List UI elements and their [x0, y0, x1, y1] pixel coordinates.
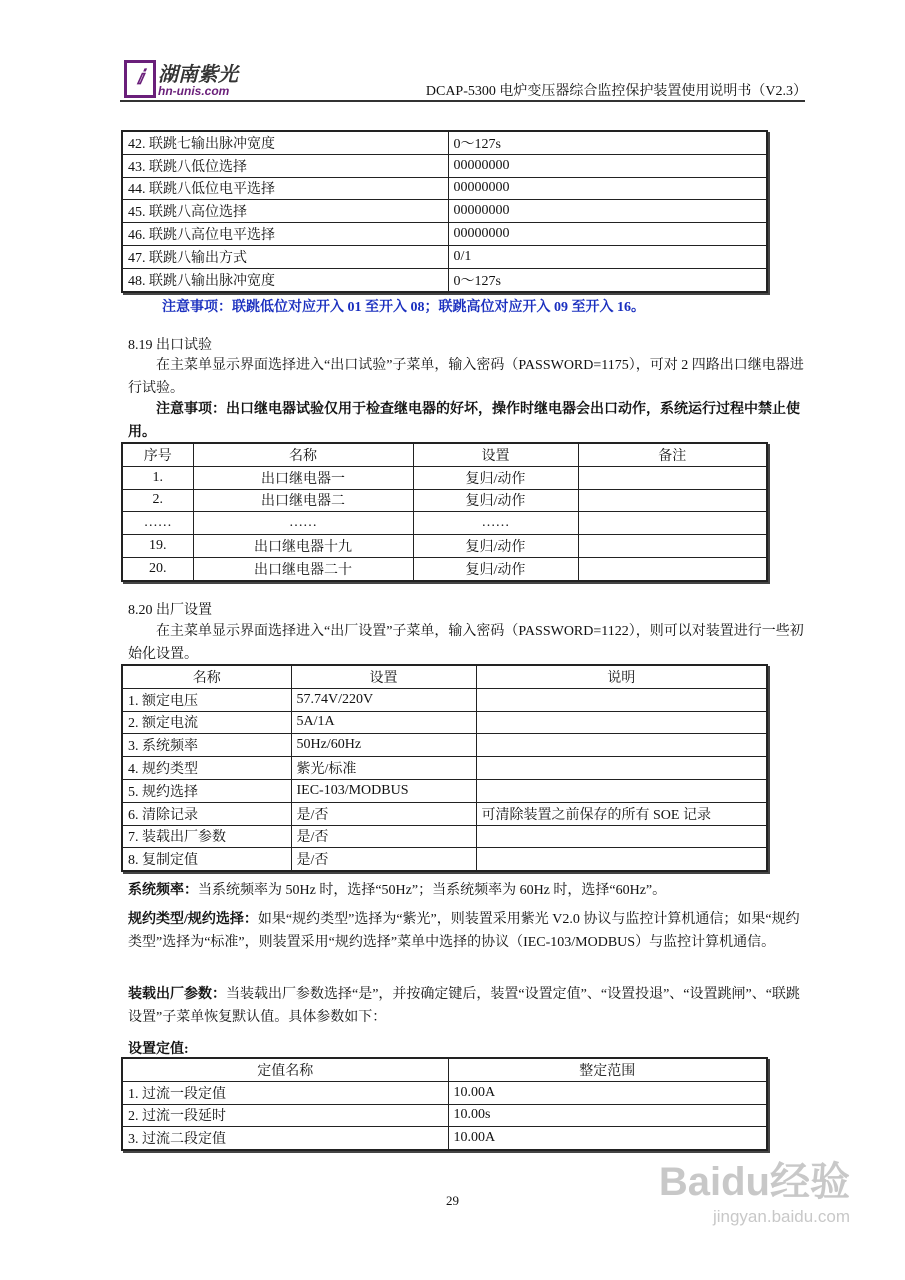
table-row: [122, 825, 767, 848]
table-row: [122, 757, 767, 780]
desc-frequency: [128, 880, 808, 903]
table-row: [122, 802, 767, 825]
table-cell: 3. 过流二段定值: [122, 1127, 448, 1150]
section-8-19-note: [128, 399, 808, 444]
table-row: [122, 711, 767, 734]
watermark-logo: Baidu经验: [658, 1160, 850, 1204]
factory-settings-table: [121, 664, 768, 872]
table-row: [122, 245, 767, 268]
column-header: 序号: [122, 443, 193, 466]
column-header: 名称: [193, 443, 413, 466]
table-cell: 0/1: [448, 245, 767, 268]
table-cell: [476, 711, 767, 734]
section-8-19-paragraph: 在主菜单显示界面选择进入“出口试验”子菜单，输入密码（PASSWORD=1175），可对 2 四路出口继电器进行试验。: [128, 358, 804, 396]
table-row: [122, 466, 767, 489]
section-8-20-paragraph: 在主菜单显示界面选择进入“出厂设置”子菜单，输入密码（PASSWORD=1122），则可以对装置进行一些初始化设置。: [128, 624, 804, 662]
table-row: [122, 848, 767, 871]
table-row: [122, 779, 767, 802]
table-row: [122, 734, 767, 757]
table-cell: 00000000: [448, 154, 767, 177]
table-cell: 可清除装置之前保存的所有 SOE 记录: [476, 802, 767, 825]
table-cell: [578, 535, 767, 558]
table-cell: 1.: [122, 466, 193, 489]
column-header: 设置: [413, 443, 578, 466]
page-number: 29: [446, 1193, 459, 1208]
table-cell: 5A/1A: [291, 711, 476, 734]
note-text: 出口继电器试验仅用于检查继电器的好坏，操作时继电器会出口动作，系统运行过程中禁止使用。: [128, 402, 800, 440]
table-cell: 是/否: [291, 848, 476, 871]
table-row: [122, 131, 767, 154]
desc-label: 规约类型/规约选择：: [128, 912, 258, 927]
table-row: [122, 1081, 767, 1104]
section-heading-8-20: 8.20 出厂设置: [128, 603, 212, 618]
table-cell: 57.74V/220V: [291, 688, 476, 711]
column-header: 备注: [578, 443, 767, 466]
table-cell: 46. 联跳八高位电平选择: [122, 223, 448, 246]
table-cell: 出口继电器二十: [193, 557, 413, 580]
table-cell: [578, 489, 767, 512]
table-cell: [476, 848, 767, 871]
table-cell: 19.: [122, 535, 193, 558]
table-cell: 复归/动作: [413, 466, 578, 489]
table-cell: 47. 联跳八输出方式: [122, 245, 448, 268]
table-cell: 50Hz/60Hz: [291, 734, 476, 757]
note-label: 注意事项：: [156, 402, 226, 417]
logo-text-en: hn-unis.com: [158, 84, 230, 98]
table-cell: 45. 联跳八高位选择: [122, 200, 448, 223]
table-cell: [476, 734, 767, 757]
desc-label: 装载出厂参数：: [128, 987, 226, 1002]
table-cell: 44. 联跳八低位电平选择: [122, 177, 448, 200]
table-row: [122, 200, 767, 223]
table-row: [122, 223, 767, 246]
table-cell: 是/否: [291, 825, 476, 848]
column-header: 定值名称: [122, 1058, 448, 1081]
linkage-note: 注意事项：联跳低位对应开入 01 至开入 08；联跳高位对应开入 09 至开入 16。: [162, 300, 645, 315]
table-cell: 7. 装载出厂参数: [122, 825, 291, 848]
desc-text: 如果“规约类型”选择为“紫光”，则装置采用紫光 V2.0 协议与监控计算机通信；如果“规约类型”选择为“标准”，则装置采用“规约选择”菜单中选择的协议（IEC-103/MODBUS）与监控计算机通信。: [128, 912, 800, 950]
table-cell: 出口继电器一: [193, 466, 413, 489]
table-cell: 0～127s: [448, 268, 767, 291]
desc-label: 系统频率：: [128, 883, 198, 898]
watermark-url: jingyan.baidu.com: [712, 1207, 850, 1226]
table-cell: [476, 688, 767, 711]
table-cell: 出口继电器二: [193, 489, 413, 512]
table-cell: [476, 825, 767, 848]
column-header: 设置: [291, 665, 476, 688]
relay-test-table: [121, 442, 768, 582]
table-cell: 复归/动作: [413, 557, 578, 580]
table-cell: 10.00A: [448, 1081, 767, 1104]
table-cell: IEC-103/MODBUS: [291, 779, 476, 802]
logo-mark-icon: ⅈ: [124, 60, 156, 98]
table-row: [122, 1104, 767, 1127]
table-cell: 出口继电器十九: [193, 535, 413, 558]
table-cell: 8. 复制定值: [122, 848, 291, 871]
table-row: [122, 512, 767, 535]
table-cell: 00000000: [448, 177, 767, 200]
watermark: [659, 1150, 850, 1227]
table-cell: 6. 清除记录: [122, 802, 291, 825]
table-cell: 42. 联跳七输出脉冲宽度: [122, 131, 448, 154]
table-cell: 20.: [122, 557, 193, 580]
table-cell: 10.00A: [448, 1127, 767, 1150]
table-cell: [578, 512, 767, 535]
logo-text-cn: 湖南紫光: [158, 64, 238, 86]
table-cell: ……: [122, 512, 193, 535]
table-cell: ……: [193, 512, 413, 535]
table-cell: 00000000: [448, 223, 767, 246]
table-row: [122, 177, 767, 200]
table-row: [122, 268, 767, 291]
table-cell: [476, 779, 767, 802]
setpoint-table: [121, 1057, 768, 1151]
table-cell: 48. 联跳八输出脉冲宽度: [122, 268, 448, 291]
table-row: [122, 557, 767, 580]
table-cell: 00000000: [448, 200, 767, 223]
header-title: DCAP-5300 电炉变压器综合监控保护装置使用说明书（V2.3）: [425, 84, 807, 99]
table-cell: 2.: [122, 489, 193, 512]
header-divider: [120, 100, 805, 102]
sub-heading: 设置定值:: [128, 1042, 189, 1057]
table-cell: 1. 过流一段定值: [122, 1081, 448, 1104]
table-cell: [476, 757, 767, 780]
table-cell: 复归/动作: [413, 535, 578, 558]
table-cell: 43. 联跳八低位选择: [122, 154, 448, 177]
table-cell: 紫光/标准: [291, 757, 476, 780]
table-cell: 10.00s: [448, 1104, 767, 1127]
table-row: [122, 154, 767, 177]
table-cell: [578, 466, 767, 489]
desc-text: 当装载出厂参数选择“是”，并按确定键后，装置“设置定值”、“设置投退”、“设置跳闸”、“联跳设置”子菜单恢复默认值。具体参数如下：: [128, 987, 800, 1025]
desc-text: 当系统频率为 50Hz 时，选择“50Hz”；当系统频率为 60Hz 时，选择“60Hz”。: [198, 883, 667, 898]
table-cell: 1. 额定电压: [122, 688, 291, 711]
table-row: [122, 1127, 767, 1150]
table-cell: 4. 规约类型: [122, 757, 291, 780]
column-header: 名称: [122, 665, 291, 688]
table-cell: 5. 规约选择: [122, 779, 291, 802]
table-cell: ……: [413, 512, 578, 535]
table-cell: 2. 过流一段延时: [122, 1104, 448, 1127]
table-cell: 复归/动作: [413, 489, 578, 512]
column-header: 整定范围: [448, 1058, 767, 1081]
table-cell: 3. 系统频率: [122, 734, 291, 757]
column-header: 说明: [476, 665, 767, 688]
table-cell: 0～127s: [448, 131, 767, 154]
desc-load-factory: [128, 984, 808, 1029]
section-heading-8-19: 8.19 出口试验: [128, 338, 212, 353]
table-row: [122, 489, 767, 512]
table-row: [122, 688, 767, 711]
table-row: [122, 535, 767, 558]
table-cell: 是/否: [291, 802, 476, 825]
company-logo: [124, 58, 244, 104]
table-cell: 2. 额定电流: [122, 711, 291, 734]
desc-protocol: [128, 909, 808, 954]
table-cell: [578, 557, 767, 580]
linkage-table: [121, 130, 768, 293]
